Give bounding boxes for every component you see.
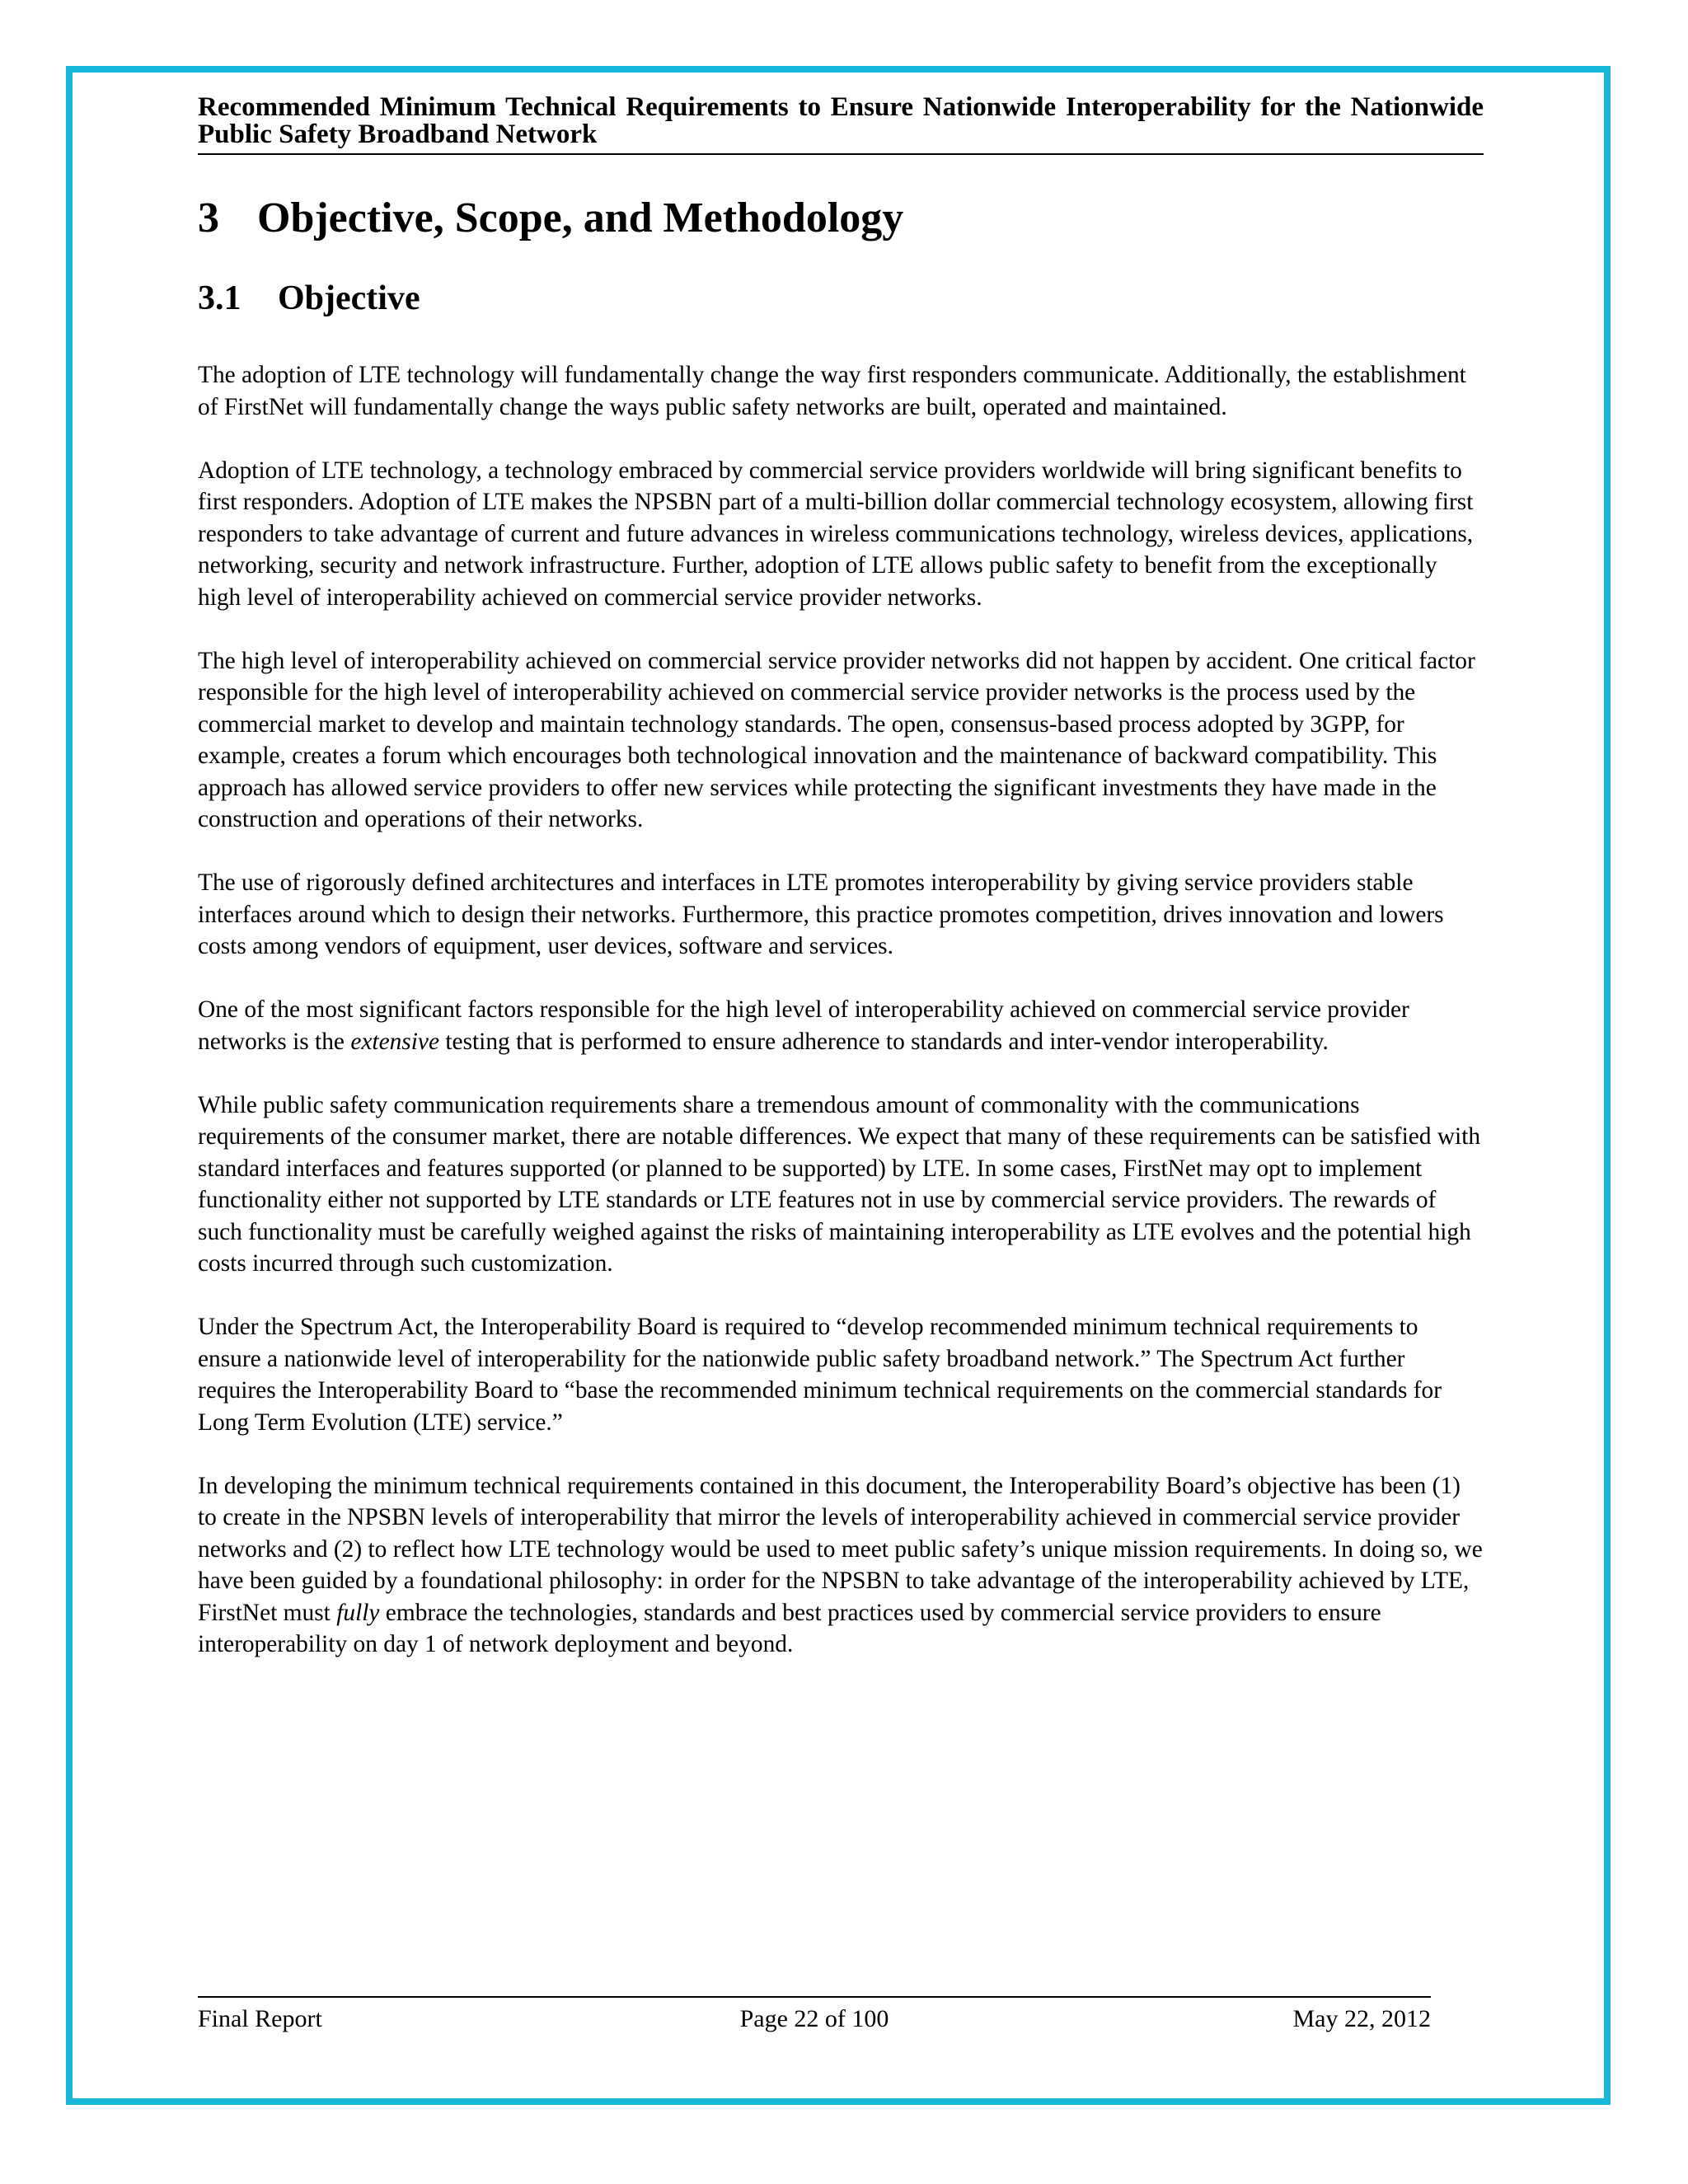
paragraph: The high level of interoperability achieved on commercial service provider networks did not happen by accident. One critical factor responsible for the high level of interoperability achieved on commercial service provider networks is the process used by the commercial market to develop and maintain technology standards. The open, consensus-based process adopted by 3GPP, for example, creates a forum which encourages both technological innovation and the maintenance of backward compatibility. This approach has allowed service providers to offer new services while protecting the significant investments they have made in the construction and operations of their networks. (198, 647, 1475, 832)
subsection-title: Objective (278, 279, 420, 317)
footer-page-number: Page 22 of 100 (739, 2005, 889, 2032)
footer-report-label: Final Report (198, 2005, 322, 2032)
text-run: In developing the minimum technical requirements contained in this document, the Interoperability Board’s objective has been (1) to create in the NPSBN levels of interoperability that mirror the levels of interoperability achieved in commercial service provider networks and (2) to reflect how LTE technology would be used to meet public safety’s unique mission requirements. In doing so, we have been guided by a foundational philosophy: in order for the NPSBN to take advantage of the interoperability achieved by LTE, FirstNet must (198, 1472, 1483, 1626)
header-divider (198, 153, 1484, 155)
text-run: One of the most significant factors responsible for the high level of interoperability achieved on commercial service provider networks is the (198, 996, 1409, 1055)
section-number: 3 (198, 194, 219, 241)
emphasis: extensive (350, 1028, 440, 1055)
emphasis: fully (336, 1599, 380, 1626)
text-run: testing that is performed to ensure adherence to standards and inter-vendor interoperability. (439, 1028, 1329, 1055)
paragraph: While public safety communication requirements share a tremendous amount of commonality with the communications requirements of the consumer market, there are notable differences. We expect that many of these requirements can be satisfied with standard interfaces and features supported (or planned to be supported) by LTE. In some cases, FirstNet may opt to implement functionality either not supported by LTE standards or LTE features not in use by commercial service providers. The rewards of such functionality must be carefully weighed against the risks of maintaining interoperability as LTE evolves and the potential high costs incurred through such customization. (198, 1091, 1481, 1277)
subsection-heading (198, 278, 1484, 319)
paragraph: The adoption of LTE technology will fundamentally change the way first responders communicate. Additionally, the establishment of FirstNet will fundamentally change the ways public safety networks are built, operated and maintained. (198, 362, 1466, 420)
paragraph: The use of rigorously defined architectures and interfaces in LTE promotes interoperability by giving service providers stable interfaces around which to design their networks. Furthermore, this practice promotes competition, drives innovation and lowers costs among vendors of equipment, user devices, software and services. (198, 869, 1444, 959)
subsection-number: 3.1 (198, 279, 241, 317)
footer-date: May 22, 2012 (1292, 2005, 1431, 2032)
text-run: embrace the technologies, standards and best practices used by commercial service providers to ensure interoperability on day 1 of network deployment and beyond. (198, 1599, 1381, 1657)
footer-divider (198, 1996, 1431, 1998)
paragraph (198, 994, 1484, 1057)
body-text (198, 359, 1484, 1692)
paragraph: Under the Spectrum Act, the Interoperability Board is required to “develop recommended minimum technical requirements to ensure a nationwide level of interoperability for the nationwide public safety broadband network.” The Spectrum Act further requires the Interoperability Board to “base the recommended minimum technical requirements on the commercial standards for Long Term Evolution (LTE) service.” (198, 1314, 1442, 1436)
section-title: Objective, Scope, and Methodology (257, 194, 904, 241)
paragraph: Adoption of LTE technology, a technology embraced by commercial service providers worldwide will bring significant benefits to first responders. Adoption of LTE makes the NPSBN part of a multi-billion dollar commercial technology ecosystem, allowing first responders to take advantage of current and future advances in wireless communications technology, wireless devices, applications, networking, security and network infrastructure. Further, adoption of LTE allows public safety to benefit from the exceptionally high level of interoperability achieved on commercial service provider networks. (198, 457, 1474, 611)
section-heading (198, 194, 1484, 243)
paragraph (198, 1470, 1484, 1661)
running-header: Recommended Minimum Technical Requirements to Ensure Nationwide Interoperability for the Nationwide Public Safety Broadband Network (198, 92, 1484, 149)
